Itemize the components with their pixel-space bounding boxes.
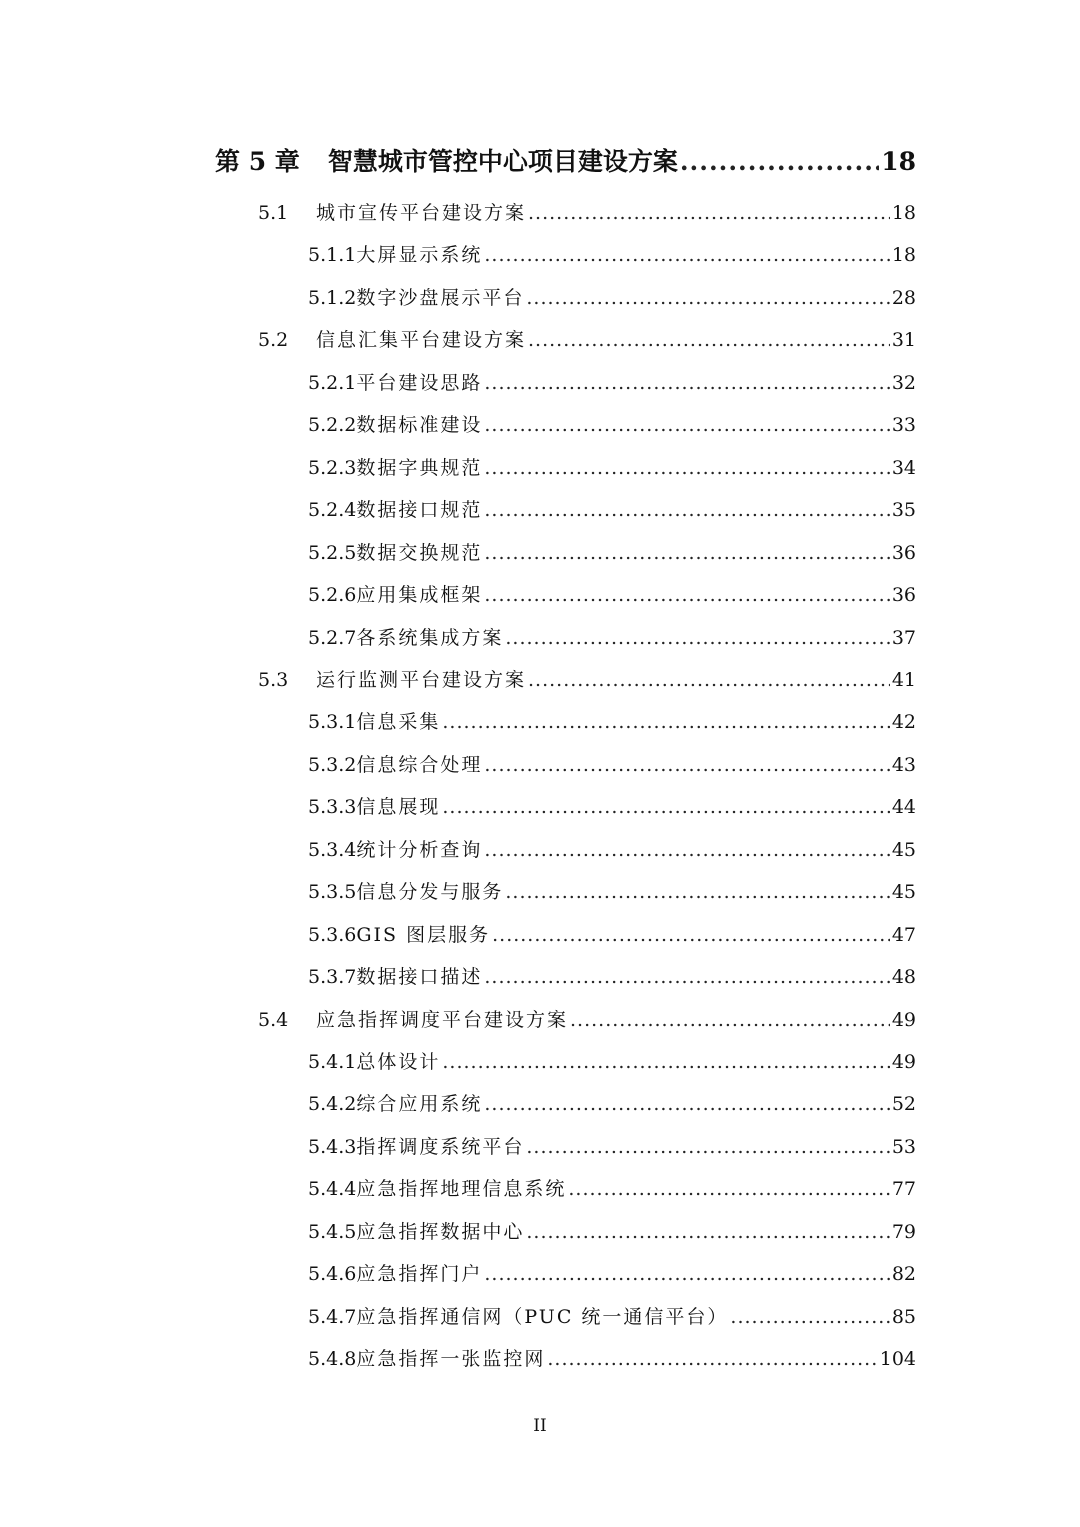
dot-leader [528, 669, 890, 691]
dot-leader [528, 202, 890, 224]
toc-subsection-entry[interactable] [308, 792, 916, 819]
toc-entry-page: 32 [891, 371, 916, 394]
dot-leader [492, 924, 890, 946]
toc-entry-title: 大屏显示系统 [356, 244, 483, 267]
toc-subsection-entry[interactable] [308, 240, 916, 267]
toc-subsection-entry[interactable] [308, 877, 916, 904]
toc-entry-page: 79 [891, 1220, 916, 1243]
toc-entry-title: 信息汇集平台建设方案 [316, 329, 527, 352]
dot-leader [484, 457, 889, 479]
dot-leader [484, 244, 889, 266]
toc-entry-page: 28 [891, 286, 916, 309]
toc-entry-label [308, 750, 482, 777]
toc-entry-number: 5.3.6 [308, 923, 357, 946]
toc-entry-page: 35 [891, 499, 916, 522]
dot-leader [484, 754, 889, 776]
toc-entry-number: 5.2.5 [308, 541, 357, 564]
dot-leader [484, 839, 889, 861]
toc-entry-number: 5.4.5 [308, 1220, 357, 1243]
toc-entry-number: 5.1 [258, 202, 289, 224]
dot-leader [526, 1136, 889, 1158]
toc-entry-page: 44 [891, 796, 916, 819]
toc-entry-page: 45 [891, 838, 916, 861]
toc-entry-number: 5.4.2 [308, 1093, 357, 1116]
toc-entry-number: 5.2 [258, 329, 289, 352]
toc-entry-number: 5.2.1 [308, 371, 357, 394]
toc-entry-number: 5.4.1 [308, 1051, 357, 1073]
toc-section-entry[interactable] [258, 325, 916, 352]
toc-entry-number: 5.2.7 [308, 626, 357, 649]
toc-entry-title: 信息采集 [356, 711, 441, 734]
toc-entry-number: 5.2.4 [308, 499, 357, 522]
toc-subsection-entry[interactable] [308, 368, 916, 395]
dot-leader [484, 372, 889, 394]
toc-entry-number: 5.3.7 [308, 966, 357, 989]
toc-entry-number: 5.1.2 [308, 286, 357, 309]
toc-entry-page: 48 [891, 966, 916, 989]
toc-entry-label [308, 538, 482, 565]
toc-entry-page: 45 [891, 881, 916, 904]
toc-entry-number: 5.4.7 [308, 1305, 357, 1328]
toc-entry-title: 数据接口描述 [356, 966, 483, 989]
toc-entry-number: 5.3.1 [308, 711, 357, 734]
toc-entry-page: 85 [891, 1305, 916, 1328]
toc-entry-label [308, 240, 482, 267]
toc-entry-page: 41 [891, 668, 916, 691]
toc-chapter-entry[interactable] [215, 142, 916, 178]
toc-entry-page: 82 [891, 1263, 916, 1286]
toc-subsection-entry[interactable] [308, 495, 916, 522]
toc-subsection-entry[interactable] [308, 707, 916, 734]
toc-entry-number: 5.3.5 [308, 881, 357, 904]
dot-leader [484, 414, 889, 436]
toc-entry-page: 52 [891, 1093, 916, 1116]
toc-entry-number: 5.4.3 [308, 1135, 357, 1158]
toc-chapter-label [215, 142, 678, 178]
toc-entry-title: 指挥调度系统平台 [356, 1135, 525, 1158]
toc-section-entry[interactable] [258, 198, 916, 225]
dot-leader [505, 627, 889, 649]
toc-entry-label [308, 283, 524, 310]
toc-entry-label [258, 325, 526, 352]
toc-entry-label [308, 580, 482, 607]
toc-entry-page: 36 [891, 541, 916, 564]
toc-section-entry[interactable] [258, 1005, 916, 1032]
toc-entry-page: 49 [891, 1051, 916, 1073]
dot-leader [680, 147, 879, 176]
toc-entry-label [258, 1005, 568, 1032]
toc-entry-title: 数据接口规范 [356, 499, 483, 522]
toc-subsection-entry[interactable] [308, 453, 916, 480]
toc-entry-title: 应急指挥门户 [356, 1263, 483, 1286]
dot-leader [505, 881, 889, 903]
toc-subsection-entry[interactable] [308, 750, 916, 777]
dot-leader [442, 1051, 889, 1073]
toc-chapter-number: 第 5 章 [215, 147, 300, 176]
toc-entry-page: 104 [879, 1348, 916, 1371]
toc-entry-label [308, 707, 440, 734]
dot-leader [442, 796, 889, 818]
dot-leader [484, 1263, 889, 1285]
toc-entry-title: 应急指挥地理信息系统 [356, 1178, 567, 1201]
toc-entry-label [308, 623, 503, 650]
toc-entry-label [308, 453, 482, 480]
dot-leader [484, 499, 889, 521]
toc-entry-page: 53 [891, 1135, 916, 1158]
toc-subsection-entry[interactable] [308, 1259, 916, 1286]
toc-entry-label [308, 1174, 566, 1201]
dot-leader [568, 1178, 889, 1200]
toc-entry-label [308, 835, 482, 862]
toc-entry-page: 42 [891, 711, 916, 734]
toc-entry-number: 5.4.8 [308, 1348, 357, 1371]
toc-entry-page: 47 [891, 923, 916, 946]
toc-entry-label [308, 920, 490, 947]
toc-entry-title: GIS 图层服务 [356, 923, 491, 946]
toc-entry-number: 5.4.6 [308, 1263, 357, 1286]
toc-subsection-entry[interactable] [308, 835, 916, 862]
toc-entry-title: 数据字典规范 [356, 456, 483, 479]
toc-entry-label [308, 1217, 524, 1244]
toc-entry-number: 5.2.3 [308, 456, 357, 479]
toc-entry-number: 5.1.1 [308, 244, 357, 267]
toc-entry-page: 43 [891, 753, 916, 776]
toc-entry-label [308, 368, 482, 395]
toc-entry-title: 数据交换规范 [356, 541, 483, 564]
toc-entry-label [308, 1047, 440, 1074]
dot-leader [730, 1306, 889, 1328]
toc-subsection-entry[interactable] [308, 410, 916, 437]
dot-leader [442, 711, 889, 733]
toc-entry-title: 统计分析查询 [356, 838, 483, 861]
toc-entry-number: 5.2.2 [308, 414, 357, 437]
toc-entry-label [308, 1132, 524, 1159]
dot-leader [484, 584, 889, 606]
toc-subsection-entry[interactable] [308, 920, 916, 947]
toc-entry-label [258, 665, 526, 692]
toc-subsection-entry[interactable] [308, 1047, 916, 1074]
toc-subsection-entry[interactable] [308, 623, 916, 650]
toc-subsection-entry[interactable] [308, 283, 916, 310]
toc-subsection-entry[interactable] [308, 962, 916, 989]
toc-entry-title: 应用集成框架 [356, 584, 483, 607]
toc-entry-page: 34 [891, 456, 916, 479]
toc-entry-page: 18 [891, 202, 916, 224]
toc-entry-label [308, 1259, 482, 1286]
toc-entry-label [308, 410, 482, 437]
toc-entry-page: 49 [891, 1008, 916, 1031]
dot-leader [526, 287, 889, 309]
toc-entry-label [308, 495, 482, 522]
toc-entry-page: 77 [891, 1178, 916, 1201]
toc-entry-title: 各系统集成方案 [356, 626, 504, 649]
toc-entry-title: 应急指挥一张监控网 [356, 1348, 546, 1371]
toc-entry-label [308, 1302, 728, 1329]
dot-leader [526, 1221, 889, 1243]
page-number-footer: II [533, 1416, 547, 1436]
toc-entry-title: 总体设计 [356, 1051, 441, 1073]
toc-subsection-entry[interactable] [308, 1174, 916, 1201]
toc-entry-number: 5.2.6 [308, 584, 357, 607]
toc-entry-title: 运行监测平台建设方案 [316, 668, 527, 691]
toc-chapter-title: 智慧城市管控中心项目建设方案 [327, 147, 678, 176]
toc-entry-page: 33 [891, 414, 916, 437]
toc-entry-label [308, 1089, 482, 1116]
dot-leader [528, 329, 890, 351]
toc-subsection-entry[interactable] [308, 538, 916, 565]
toc-entry-number: 5.3.4 [308, 838, 357, 861]
toc-subsection-entry[interactable] [308, 1132, 916, 1159]
toc-entry-number: 5.3.2 [308, 753, 357, 776]
toc-entry-label [308, 962, 482, 989]
toc-entry-label [308, 792, 440, 819]
dot-leader [484, 1093, 889, 1115]
dot-leader [484, 966, 889, 988]
toc-section-entry[interactable] [258, 665, 916, 692]
toc-entry-title: 平台建设思路 [356, 371, 483, 394]
toc-entry-title: 应急指挥数据中心 [356, 1220, 525, 1243]
toc-entry-label [308, 877, 503, 904]
toc-entry-title: 数据标准建设 [356, 414, 483, 437]
toc-entry-page: 31 [891, 329, 916, 352]
toc-entry-number: 5.4 [258, 1008, 289, 1031]
toc-entry-number: 5.3 [258, 668, 289, 691]
toc-chapter-page: 18 [881, 147, 916, 176]
dot-leader [547, 1348, 877, 1370]
toc-entry-label [258, 198, 526, 225]
toc-entry-title: 数字沙盘展示平台 [356, 286, 525, 309]
toc-entry-title: 信息综合处理 [356, 753, 483, 776]
toc-entry-page: 36 [891, 584, 916, 607]
toc-subsection-entry[interactable] [308, 1302, 916, 1329]
toc-entry-title: 应急指挥调度平台建设方案 [316, 1008, 569, 1031]
toc-subsection-entry[interactable] [308, 1217, 916, 1244]
toc-entry-number: 5.3.3 [308, 796, 357, 819]
toc-entry-title: 信息分发与服务 [356, 881, 504, 904]
dot-leader [570, 1009, 890, 1031]
toc-subsection-entry[interactable] [308, 1089, 916, 1116]
toc-entry-title: 应急指挥通信网（PUC 统一通信平台） [356, 1305, 729, 1328]
toc-entry-page: 37 [891, 626, 916, 649]
dot-leader [484, 542, 889, 564]
toc-entry-number: 5.4.4 [308, 1178, 357, 1201]
toc-entry-title: 信息展现 [356, 796, 441, 819]
toc-subsection-entry[interactable] [308, 1344, 916, 1371]
toc-entry-title: 综合应用系统 [356, 1093, 483, 1116]
toc-entry-page: 18 [891, 244, 916, 267]
toc-entry-title: 城市宣传平台建设方案 [316, 202, 527, 224]
toc-subsection-entry[interactable] [308, 580, 916, 607]
toc-entry-label [308, 1344, 545, 1371]
